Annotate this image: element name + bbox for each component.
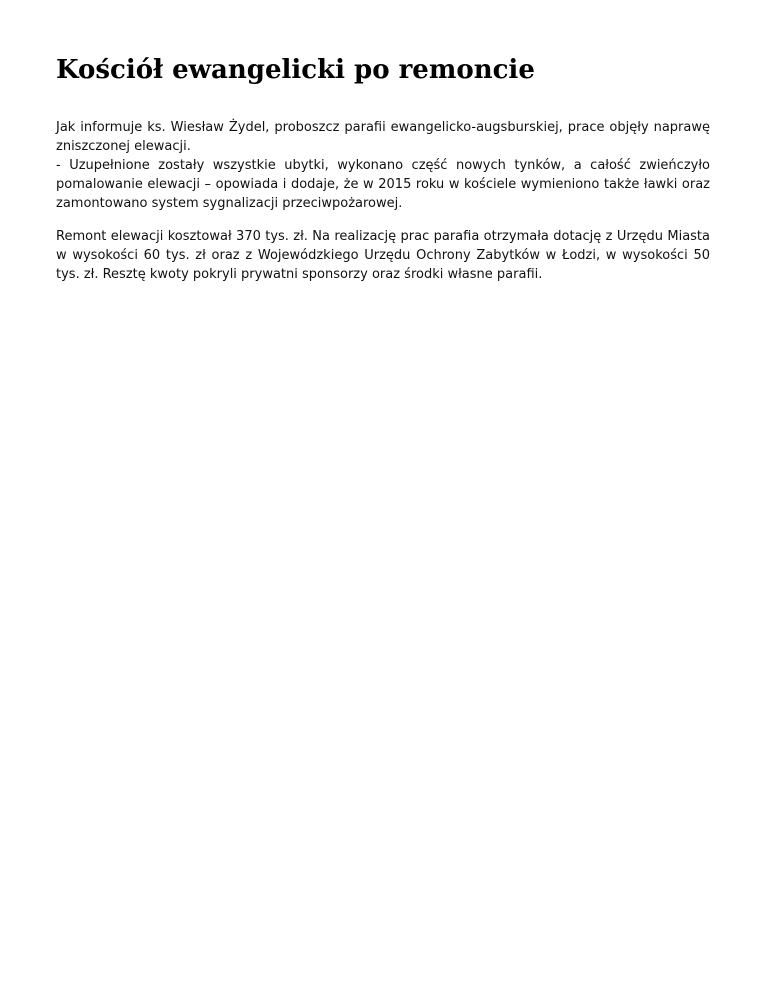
article-paragraph-2: Remont elewacji kosztował 370 tys. zł. Na realizację prac parafia otrzymała dotację z Urzędu Miasta w wysokości 60 tys. zł oraz z Wojewódzkiego Urzędu Ochrony Zabytków w Łodzi, w wysokości 50 tys. zł. Resztę kwoty pokryli prywatni sponsorzy oraz środki własne parafii.	[56, 229, 710, 282]
article-paragraph-1	[56, 118, 710, 213]
article-title: Kościół ewangelicki po remoncie	[56, 55, 535, 85]
paragraph-1-line-quote: - Uzupełnione zostały wszystkie ubytki, wykonano część nowych tynków, a całość zwieńczyło pomalowanie elewacji – opowiada i dodaje, że w 2015 roku w kościele wymieniono także ławki oraz zamontowano system sygnalizacji przeciwpożarowej.	[56, 158, 710, 211]
article	[56, 50, 710, 298]
paragraph-1-line-intro: Jak informuje ks. Wiesław Żydel, proboszcz parafii ewangelicko-augsburskiej, prace objęły naprawę zniszczonej elewacji.	[56, 120, 710, 154]
